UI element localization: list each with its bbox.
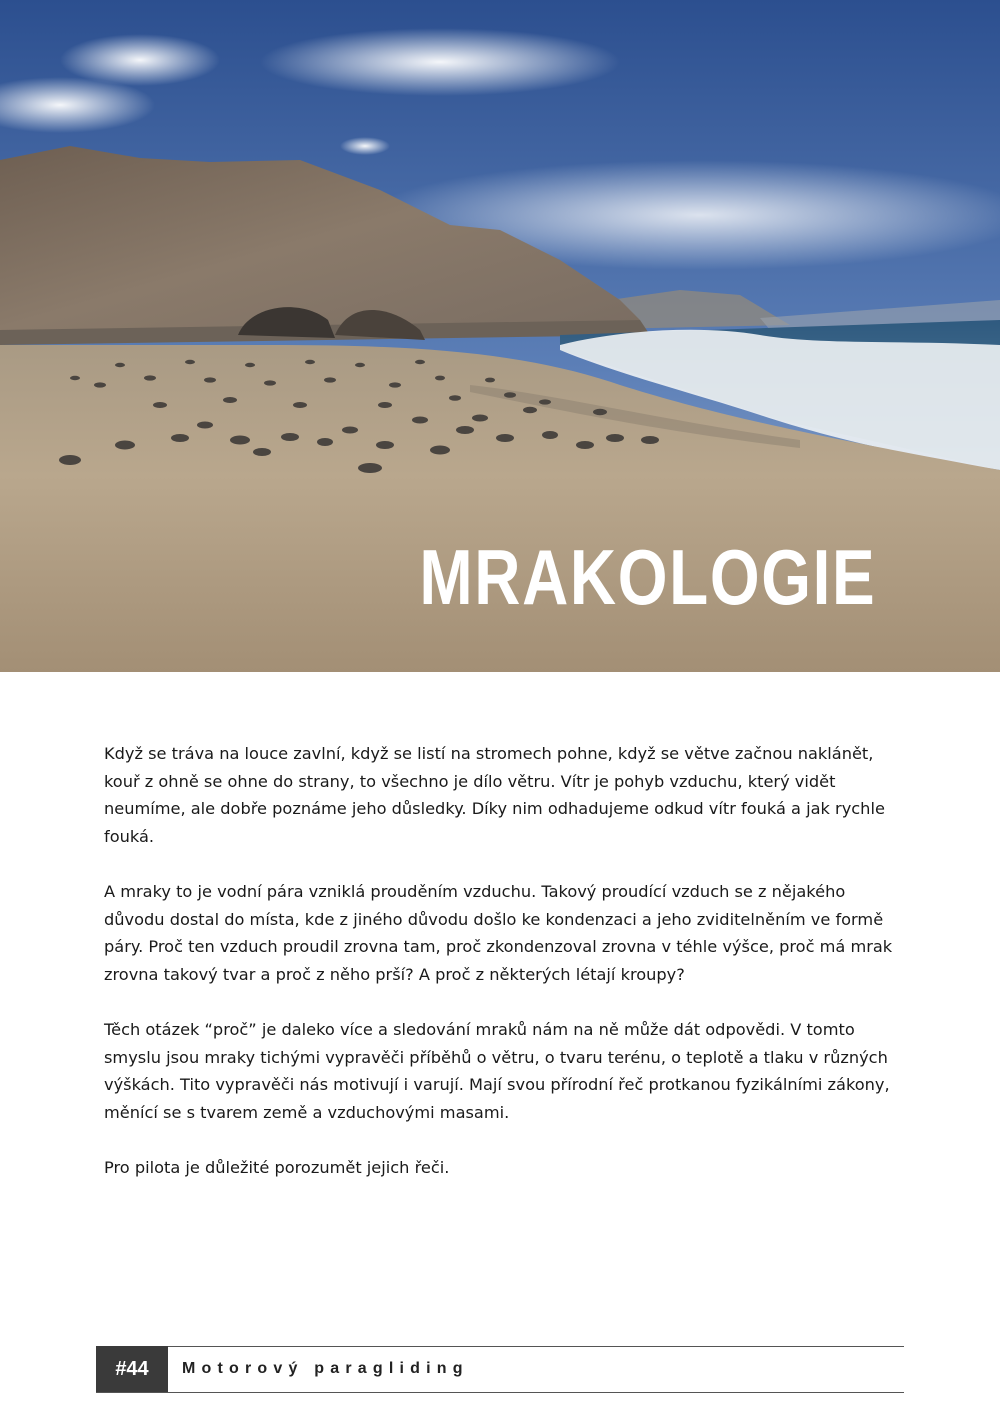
page-number: #44 bbox=[96, 1346, 168, 1393]
paragraph: Pro pilota je důležité porozumět jejich řeči. bbox=[104, 1158, 450, 1177]
article-body bbox=[104, 740, 904, 1210]
footer-rule bbox=[96, 1392, 904, 1393]
paragraph: Těch otázek “proč” je daleko více a sledování mraků nám na ně může dát odpovědi. V tomto smyslu jsou mraky tichými vypravěči příběhů o větru, o tvaru terénu, o teplotě a tlaku v různých výškách. Tito vypravěči nás motivují i varují. Mají svou přírodní řeč protkanou fyzikálními zákony, měnící se s tvarem země a vzduchovými masami. bbox=[104, 1020, 890, 1122]
publication-name: Motorový paragliding bbox=[182, 1360, 469, 1377]
paragraph: Když se tráva na louce zavlní, když se listí na stromech pohne, když se větve začnou naklánět, kouř z ohně se ohne do strany, to všechno je dílo větru. Vítr je pohyb vzduchu, který vidět neumíme, ale dobře poznáme jeho důsledky. Díky nim odhadujeme odkud vítr fouká a jak rychle fouká. bbox=[104, 744, 885, 846]
paragraph: A mraky to je vodní pára vzniklá prouděním vzduchu. Takový proudící vzduch se z nějakého důvodu dostal do místa, kde z jiného důvodu došlo ke kondenzaci a jeho zviditelněním ve formě páry. Proč ten vzduch proudil zrovna tam, proč zkondenzoval zrovna v téhle výšce, proč má mrak zrovna takový tvar a proč z něho prší? A proč z některých létají kroupy? bbox=[104, 882, 893, 984]
page-footer bbox=[96, 1346, 904, 1394]
hero-image bbox=[0, 0, 1000, 672]
page-title: MRAKOLOGIE bbox=[418, 533, 876, 621]
